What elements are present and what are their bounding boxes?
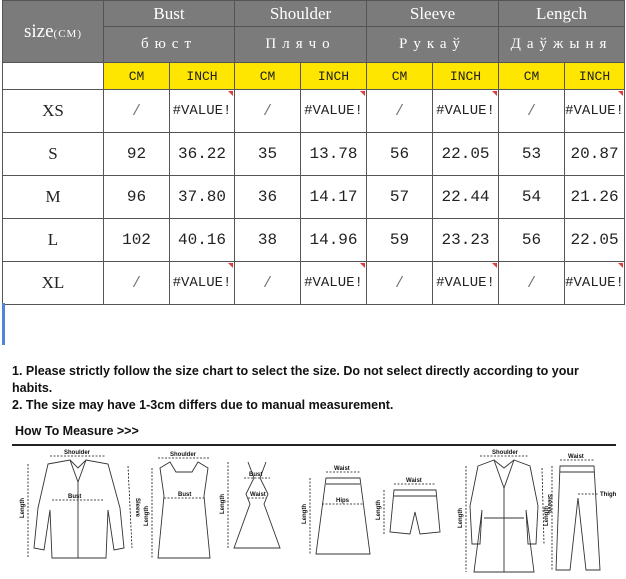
value-cell: 38 (235, 219, 301, 262)
fig-label: Bust (249, 472, 263, 478)
fig-label: Waist (568, 454, 584, 460)
fig-label: Waist (250, 492, 266, 498)
fig-label: Shoulder (64, 450, 91, 456)
how-to-measure-title: How To Measure >>> (15, 424, 139, 438)
value-cell: 102 (104, 219, 170, 262)
unit-row-spacer (3, 63, 104, 90)
sleeve-header-translated: Рукаў (367, 27, 499, 63)
fig-label: Shoulder (492, 450, 519, 456)
fig-label: Bust (68, 494, 82, 500)
unit-cm: CM (104, 63, 170, 90)
value-cell: #VALUE! (301, 262, 367, 305)
fig-label: Length (144, 506, 150, 526)
value-cell: 40.16 (170, 219, 235, 262)
value-cell: 56 (367, 133, 433, 176)
value-cell: 37.80 (170, 176, 235, 219)
value-cell: #VALUE! (170, 90, 235, 133)
value-cell: / (104, 90, 170, 133)
unit-inch: INCH (170, 63, 235, 90)
table-row (3, 133, 625, 176)
measurement-figures (8, 448, 620, 578)
fig-label: Bust (178, 492, 192, 498)
unit-cm: CM (499, 63, 565, 90)
value-cell: / (235, 262, 301, 305)
size-cell: XS (3, 90, 104, 133)
value-cell: #VALUE! (433, 262, 499, 305)
note-2: 2. The size may have 1-3cm differs due to manual measurement. (12, 398, 394, 412)
fig-label: Waist (406, 478, 422, 484)
table-row (3, 219, 625, 262)
value-cell: / (367, 90, 433, 133)
fig-label: Hips (336, 498, 350, 504)
note-1: 1. Please strictly follow the size chart to select the size. Do not select directly according to your habits. (12, 364, 579, 395)
value-cell: 14.96 (301, 219, 367, 262)
shorts-figure (376, 478, 440, 534)
unit-inch: INCH (433, 63, 499, 90)
size-label: size (24, 20, 54, 42)
value-cell: / (235, 90, 301, 133)
size-notes (12, 363, 620, 414)
length-header: Lengch (499, 1, 625, 27)
value-cell: 36 (235, 176, 301, 219)
unit-inch: INCH (565, 63, 625, 90)
value-cell: 22.05 (565, 219, 625, 262)
value-cell: 20.87 (565, 133, 625, 176)
blouse-figure (20, 450, 140, 558)
value-cell: 57 (367, 176, 433, 219)
table-row (3, 262, 625, 305)
shoulder-header: Shoulder (235, 1, 367, 27)
fig-label: Sleeve (134, 498, 140, 518)
value-cell: 59 (367, 219, 433, 262)
fig-label: Waist (334, 466, 350, 472)
table-row (3, 176, 625, 219)
unit-cm: CM (235, 63, 301, 90)
fig-label: Shoulder (170, 452, 197, 458)
value-cell: 56 (499, 219, 565, 262)
fig-label: Length (544, 506, 550, 526)
size-cell: L (3, 219, 104, 262)
value-cell: 22.05 (433, 133, 499, 176)
size-cell: S (3, 133, 104, 176)
dress-figure (220, 462, 280, 548)
fig-label: Length (458, 508, 464, 528)
unit-label: (CM) (53, 27, 82, 40)
value-cell: / (367, 262, 433, 305)
shoulder-header-translated: Плячо (235, 27, 367, 63)
coat-figure (458, 450, 552, 572)
bust-header-translated: бюст (104, 27, 235, 63)
fig-label: Thigh (600, 492, 617, 498)
value-cell: #VALUE! (301, 90, 367, 133)
value-cell: #VALUE! (170, 262, 235, 305)
trousers-figure (544, 454, 617, 570)
fig-label: Sleeve (546, 494, 552, 514)
size-chart-table (2, 0, 625, 305)
value-cell: #VALUE! (433, 90, 499, 133)
value-cell: 92 (104, 133, 170, 176)
size-cell: M (3, 176, 104, 219)
tank-top-figure (144, 452, 210, 558)
size-corner-cell (3, 1, 104, 63)
value-cell: 96 (104, 176, 170, 219)
size-cell: XL (3, 262, 104, 305)
value-cell: #VALUE! (565, 90, 625, 133)
sleeve-header: Sleeve (367, 1, 499, 27)
value-cell: / (499, 262, 565, 305)
table-row (3, 90, 625, 133)
value-cell: / (499, 90, 565, 133)
divider (12, 444, 616, 446)
length-header-translated: Даўжыня (499, 27, 625, 63)
value-cell: 53 (499, 133, 565, 176)
value-cell: 23.23 (433, 219, 499, 262)
value-cell: 35 (235, 133, 301, 176)
selection-marker (2, 303, 5, 345)
value-cell: 36.22 (170, 133, 235, 176)
value-cell: 21.26 (565, 176, 625, 219)
value-cell: / (104, 262, 170, 305)
unit-cm: CM (367, 63, 433, 90)
unit-inch: INCH (301, 63, 367, 90)
value-cell: 54 (499, 176, 565, 219)
value-cell: 13.78 (301, 133, 367, 176)
value-cell: #VALUE! (565, 262, 625, 305)
fig-label: Length (220, 494, 226, 514)
fig-label: Length (302, 504, 308, 524)
bust-header: Bust (104, 1, 235, 27)
fig-label: Length (376, 500, 382, 520)
fig-label: Length (20, 498, 26, 518)
value-cell: 22.44 (433, 176, 499, 219)
value-cell: 14.17 (301, 176, 367, 219)
skirt-figure (302, 466, 370, 554)
